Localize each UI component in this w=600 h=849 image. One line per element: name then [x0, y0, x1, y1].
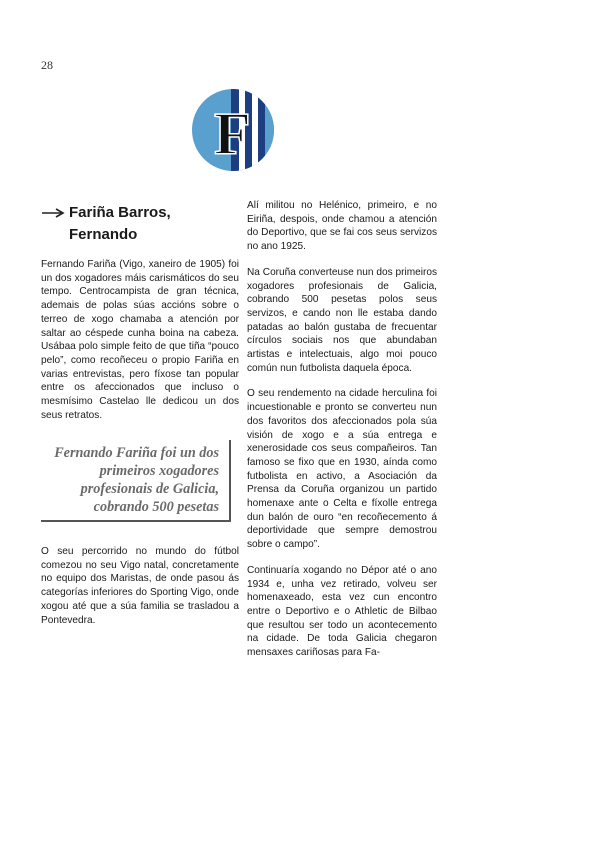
paragraph: O seu rendemento na cidade herculina foi incuestionable e pronto se converteu nun dos favoritos dos afeccionados pola súa visión de xogo e a súa entrega e xenerosidade cos seus compañeiros. Tan famoso se fixo que en 1930, aínda como futbolista en activo, a Asociación da Prensa da Coruña organizou un partido homenaxe ante o Celta e fíxolle entrega dun balón de ouro “en recoñecemento á deportividade que sempre demostrou sobre o campo”. — [247, 388, 437, 551]
paragraph: Fernando Fariña (Vigo, xaneiro de 1905) foi un dos xogadores máis carismáticos do seu tempo. Centrocampista de gran técnica, ademais de polas súas accións sobre o terreo de xogo chamaba a atención por saltar ao céspede cunha boina na cabeza. Usábaa polo simple feito de que tiña “pouco pelo”, como recoñeceu o propio Fariña en varias entrevistas, pero fíxose tan popular entre os afeccionados que incluso o mesmísimo Castelao lle dedicou un dos seus retratos. — [41, 259, 239, 421]
paragraph: Continuaría xogando no Dépor até o ano 1934 e, unha vez retirado, volveu ser homenaxeado, esta vez cun encontro entre o Deportivo e o Athletic de Bilbao que resultou ser todo un acontecemento na cidade. De toda Galicia chegaron mensaxes cariñosas para Fa- — [247, 564, 437, 659]
left-column-bottom — [41, 545, 239, 639]
left-column-top — [41, 258, 239, 434]
article-title — [41, 202, 241, 246]
title-line-1: Fariña Barros, — [69, 204, 171, 221]
page-number: 28 — [41, 58, 53, 72]
paragraph: O seu percorrido no mundo do fútbol comezou no seu Vigo natal, concretamente no equipo dos Maristas, de onde pasou ás categorías inferiores do Sporting Vigo, onde xogou até que a súa familia se trasladou a Pontevedra. — [41, 546, 239, 626]
paragraph: Alí militou no Helénico, primeiro, e no Eiriña, despois, onde chamou a atención do Deportivo, que se fai cos seus servizos no ano 1925. — [247, 200, 437, 253]
right-column — [247, 199, 437, 672]
arrow-right-icon — [41, 208, 65, 218]
paragraph: Na Coruña converteuse nun dos primeiros xogadores profesionais de Galicia, cobrando 500 pesetas polos seus servizos, e cando non lle estaba dando patadas ao balón gustaba de frecuentar círculos sociais nos que abundaban artistas e intelectuais, algo moi pouco común nun futbolista daquela época. — [247, 266, 437, 374]
pull-quote-text: Fernando Fariña foi un dos primeiros xogadores profesionais de Galicia, cobrando 500 pesetas — [54, 445, 219, 515]
pull-quote — [41, 440, 231, 522]
emblem-letter: F — [214, 101, 251, 167]
letter-emblem — [191, 88, 275, 172]
title-line-2: Fernando — [69, 226, 138, 243]
